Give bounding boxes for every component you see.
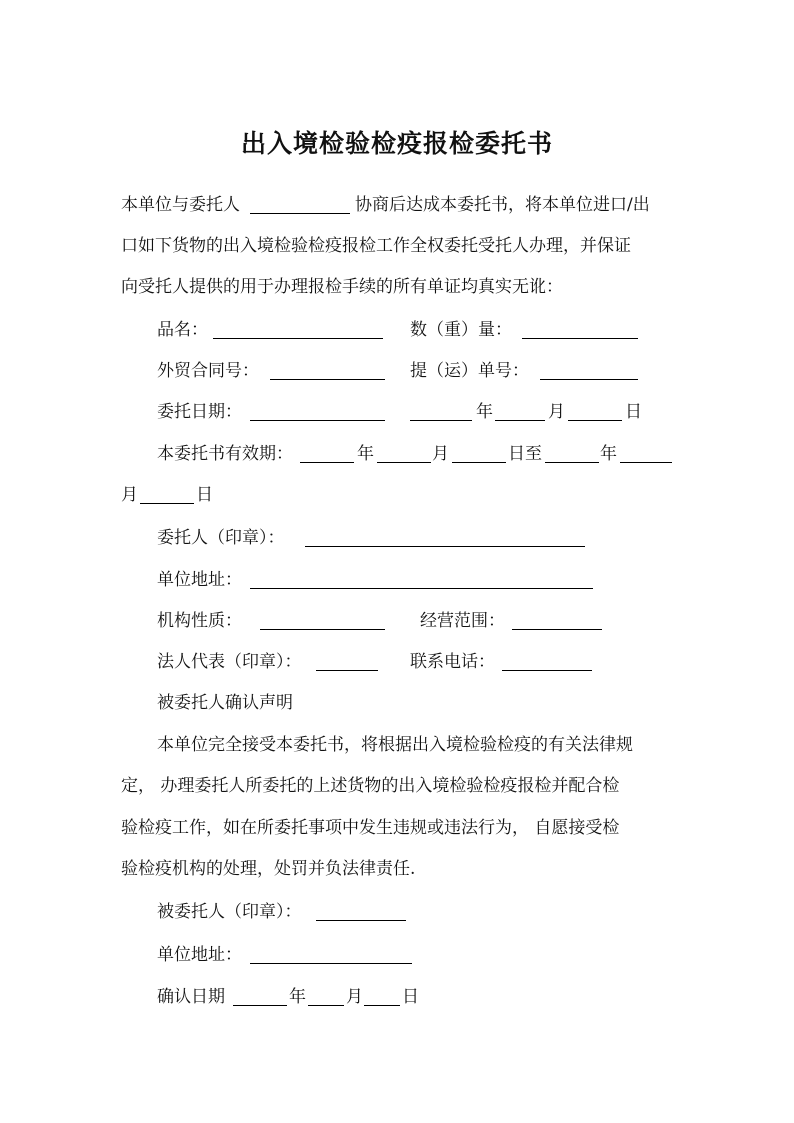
declaration-heading: 被委托人确认声明 xyxy=(157,693,293,713)
intro-text-part2: 协商后达成本委托书，将本单位进口/出 xyxy=(355,195,650,215)
confirm-day-label: 日 xyxy=(402,987,419,1007)
bill-no-label: 提（运）单号： xyxy=(410,361,529,381)
intro-text-part1: 本单位与委托人 xyxy=(121,195,240,215)
entrust-day-label: 日 xyxy=(625,402,642,422)
validity-start-month-label: 月 xyxy=(432,444,449,464)
validity-start-month-blank[interactable] xyxy=(377,462,431,463)
declaration-line2: 定， 办理委托人所委托的上述货物的出入境检验检疫报检并配合检 xyxy=(121,776,620,796)
entrust-date-label: 委托日期： xyxy=(157,402,242,422)
contract-no-blank[interactable] xyxy=(270,379,385,380)
confirm-month-label: 月 xyxy=(346,987,363,1007)
business-scope-blank[interactable] xyxy=(512,629,602,630)
validity-end-year-label: 年 xyxy=(600,444,617,464)
declaration-line3: 验检疫工作，如在所委托事项中发生违规或违法行为， 自愿接受检 xyxy=(121,818,620,838)
entruster-address-label: 单位地址： xyxy=(157,570,242,590)
entrust-year-blank[interactable] xyxy=(410,420,472,421)
validity-end-year-blank[interactable] xyxy=(545,462,599,463)
validity-end-day-label: 日 xyxy=(196,485,213,505)
document-title: 出入境检验检疫报检委托书 xyxy=(240,129,553,158)
validity-end-month-blank[interactable] xyxy=(620,462,672,463)
phone-label: 联系电话： xyxy=(410,652,495,672)
validity-day-to-label: 日至 xyxy=(508,444,542,464)
business-scope-label: 经营范围： xyxy=(420,611,505,631)
confirm-date-label: 确认日期 xyxy=(157,987,225,1007)
quantity-blank[interactable] xyxy=(522,338,638,339)
confirm-year-label: 年 xyxy=(289,987,306,1007)
entruster-seal-label: 委托人（印章）： xyxy=(157,528,285,548)
entruster-name-blank[interactable] xyxy=(250,213,350,214)
bill-no-blank[interactable] xyxy=(540,379,638,380)
quantity-label: 数（重）量： xyxy=(410,320,512,340)
entrust-day-blank[interactable] xyxy=(568,420,622,421)
legal-rep-label: 法人代表（印章）： xyxy=(157,652,302,672)
product-name-blank[interactable] xyxy=(213,338,383,339)
org-nature-label: 机构性质： xyxy=(157,611,242,631)
product-name-label: 品名： xyxy=(157,320,208,340)
org-nature-blank[interactable] xyxy=(260,629,385,630)
contract-no-label: 外贸合同号： xyxy=(157,361,259,381)
intro-text-line2: 口如下货物的出入境检验检疫报检工作全权委托受托人办理，并保证 xyxy=(121,236,631,256)
validity-label: 本委托书有效期： xyxy=(157,444,293,464)
entrust-year-label: 年 xyxy=(476,402,493,422)
entruster-seal-blank[interactable] xyxy=(305,546,585,547)
entrust-month-label: 月 xyxy=(548,402,565,422)
entruster-address-blank[interactable] xyxy=(250,588,593,589)
legal-rep-blank[interactable] xyxy=(316,670,378,671)
trustee-seal-label: 被委托人（印章）： xyxy=(157,902,302,922)
validity-start-year-blank[interactable] xyxy=(300,462,354,463)
validity-start-year-label: 年 xyxy=(357,444,374,464)
entrust-date-blank[interactable] xyxy=(250,420,385,421)
validity-end-day-blank[interactable] xyxy=(140,503,194,504)
confirm-year-blank[interactable] xyxy=(233,1005,287,1006)
confirm-month-blank[interactable] xyxy=(308,1005,344,1006)
phone-blank[interactable] xyxy=(502,670,592,671)
trustee-address-label: 单位地址： xyxy=(157,945,242,965)
entrust-month-blank[interactable] xyxy=(495,420,545,421)
validity-start-day-blank[interactable] xyxy=(452,462,506,463)
intro-text-line3: 向受托人提供的用于办理报检手续的所有单证均真实无讹： xyxy=(121,277,563,297)
declaration-line1: 本单位完全接受本委托书，将根据出入境检验检疫的有关法律规 xyxy=(157,735,633,755)
declaration-line4: 验检疫机构的处理，处罚并负法律责任. xyxy=(121,859,416,879)
confirm-day-blank[interactable] xyxy=(364,1005,400,1006)
validity-end-month-label: 月 xyxy=(121,485,138,505)
trustee-seal-blank[interactable] xyxy=(316,920,406,921)
trustee-address-blank[interactable] xyxy=(250,963,412,964)
